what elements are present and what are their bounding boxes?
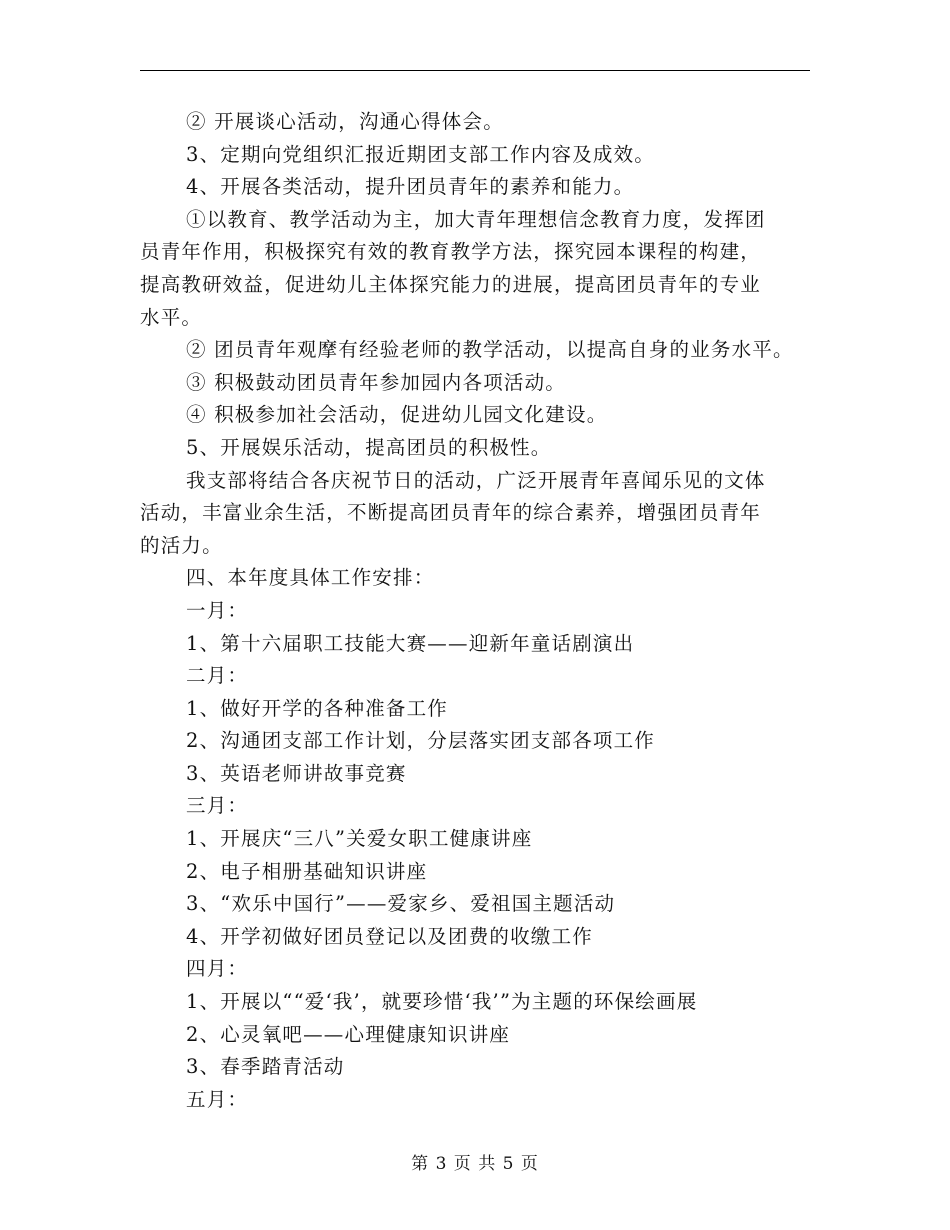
paragraph-line: 员青年作用，积极探究有效的教育教学方法，探究园本课程的构建， [140, 240, 762, 264]
month-heading: 三月： [186, 794, 249, 818]
paragraph-line: ①以教育、教学活动为主，加大青年理想信念教育力度，发挥团 [186, 207, 766, 231]
list-item: 3、英语老师讲故事竞赛 [186, 761, 407, 785]
list-item: 2、电子相册基础知识讲座 [186, 859, 428, 883]
paragraph-line: ④ 积极参加社会活动，促进幼儿园文化建设。 [186, 403, 608, 427]
paragraph-line: 5、开展娱乐活动，提高团员的积极性。 [186, 435, 552, 459]
paragraph-line: 提高教研效益，促进幼儿主体探究能力的进展，提高团员青年的专业 [140, 272, 762, 296]
paragraph-line: 我支部将结合各庆祝节日的活动，广泛开展青年喜闻乐见的文体 [186, 468, 766, 492]
list-item: 3、“欢乐中国行”——爱家乡、爱祖国主题活动 [186, 892, 616, 916]
paragraph-line: 的活力。 [140, 533, 223, 557]
paragraph-line: ② 团员青年观摩有经验老师的教学活动，以提高自身的业务水平。 [186, 338, 794, 362]
month-heading: 五月： [186, 1087, 249, 1111]
list-item: 3、春季踏青活动 [186, 1055, 345, 1079]
page-number-footer: 第 3 页 共 5 页 [411, 1154, 539, 1174]
paragraph-line: 水平。 [140, 305, 203, 329]
list-item: 2、沟通团支部工作计划，分层落实团支部各项工作 [186, 729, 656, 753]
list-item: 1、开展以““爱‘我’，就要珍惜‘我’”为主题的环保绘画展 [186, 990, 698, 1014]
paragraph-line: ③ 积极鼓动团员青年参加园内各项活动。 [186, 370, 566, 394]
section-heading: 四、本年度具体工作安排： [186, 566, 435, 590]
month-heading: 二月： [186, 664, 249, 688]
paragraph-line: 3、定期向党组织汇报近期团支部工作内容及成效。 [186, 142, 656, 166]
list-item: 2、心灵氧吧——心理健康知识讲座 [186, 1022, 511, 1046]
month-heading: 四月： [186, 957, 249, 981]
list-item: 1、做好开学的各种准备工作 [186, 696, 449, 720]
paragraph-line: 4、开展各类活动，提升团员青年的素养和能力。 [186, 175, 635, 199]
list-item: 1、开展庆“三八”关爱女职工健康讲座 [186, 827, 533, 851]
paragraph-line: 活动，丰富业余生活，不断提高团员青年的综合素养，增强团员青年 [140, 501, 762, 525]
header-rule [140, 70, 810, 71]
document-body [140, 106, 820, 1116]
list-item: 4、开学初做好团员登记以及团费的收缴工作 [186, 924, 593, 948]
month-heading: 一月： [186, 598, 249, 622]
list-item: 1、第十六届职工技能大赛——迎新年童话剧演出 [186, 631, 635, 655]
paragraph-line: ② 开展谈心活动，沟通心得体会。 [186, 110, 504, 133]
